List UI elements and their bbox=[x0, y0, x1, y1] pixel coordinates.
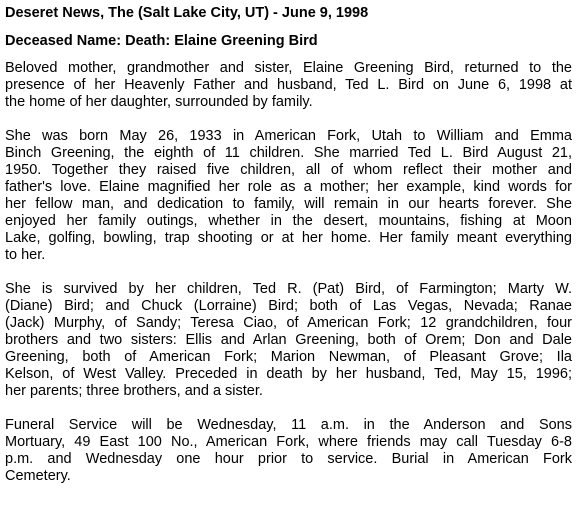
paragraph-line: (Diane) Bird; and Chuck (Lorraine) Bird; both of Las Vegas, Nevada; Ranae bbox=[5, 298, 572, 314]
paragraph-line: father's love. Elaine magnified her role as a mother; her example, kind words for bbox=[5, 179, 572, 195]
paragraph-line: Lake, golfing, bowling, trap shooting or at her home. Her family meant everything bbox=[5, 230, 572, 246]
deceased-heading: Deceased Name: Death: Elaine Greening Bird bbox=[5, 33, 318, 49]
paragraph-intro bbox=[5, 60, 572, 111]
paragraph-line: Mortuary, 49 East 100 No., American Fork, where friends may call Tuesday 6-8 bbox=[5, 434, 572, 450]
paragraph-line: Beloved mother, grandmother and sister, Elaine Greening Bird, returned to the bbox=[5, 60, 572, 76]
obituary-document bbox=[5, 4, 572, 502]
paragraph-line: the home of her daughter, surrounded by family. bbox=[5, 94, 313, 110]
paragraph-line: Kelson, of West Valley. Preceded in death by her husband, Ted, May 15, 1996; bbox=[5, 366, 572, 382]
paragraph-line: Greening, both of American Fork; Marion Newman, of Pleasant Grove; Ila bbox=[5, 349, 572, 365]
paragraph-line: p.m. and Wednesday one hour prior to service. Burial in American Fork bbox=[5, 451, 572, 467]
paragraph-line: Cemetery. bbox=[5, 468, 71, 484]
paragraph-line: 1950. Together they raised five children, all of whom reflect their mother and bbox=[5, 162, 572, 178]
paragraph-biography bbox=[5, 128, 572, 264]
paragraph-line: enjoyed her family outings, whether in the desert, mountains, fishing at Moon bbox=[5, 213, 572, 229]
paragraph-line: her parents; three brothers, and a sister. bbox=[5, 383, 263, 399]
paragraph-line: She is survived by her children, Ted R. (Pat) Bird, of Farmington; Marty W. bbox=[5, 281, 572, 297]
paragraph-line: She was born May 26, 1933 in American Fork, Utah to William and Emma bbox=[5, 128, 572, 144]
paragraph-line: to her. bbox=[5, 247, 46, 263]
paragraph-line: Binch Greening, the eighth of 11 children. She married Ted L. Bird August 21, bbox=[5, 145, 572, 161]
paragraph-survivors bbox=[5, 281, 572, 400]
paragraph-line: (Jack) Murphy, of Sandy; Teresa Ciao, of American Fork; 12 grandchildren, four bbox=[5, 315, 572, 331]
paragraph-line: Funeral Service will be Wednesday, 11 a.m. in the Anderson and Sons bbox=[5, 417, 572, 433]
paragraph-line: presence of her Heavenly Father and husband, Ted L. Bird on June 6, 1998 at bbox=[5, 77, 572, 93]
source-title: Deseret News, The (Salt Lake City, UT) - June 9, 1998 bbox=[5, 5, 369, 21]
paragraph-line: her fellow man, and dedication to family, will remain in our hearts forever. She bbox=[5, 196, 572, 212]
paragraph-funeral bbox=[5, 417, 572, 485]
paragraph-line: brothers and two sisters: Ellis and Arlan Greening, both of Orem; Don and Dale bbox=[5, 332, 572, 348]
